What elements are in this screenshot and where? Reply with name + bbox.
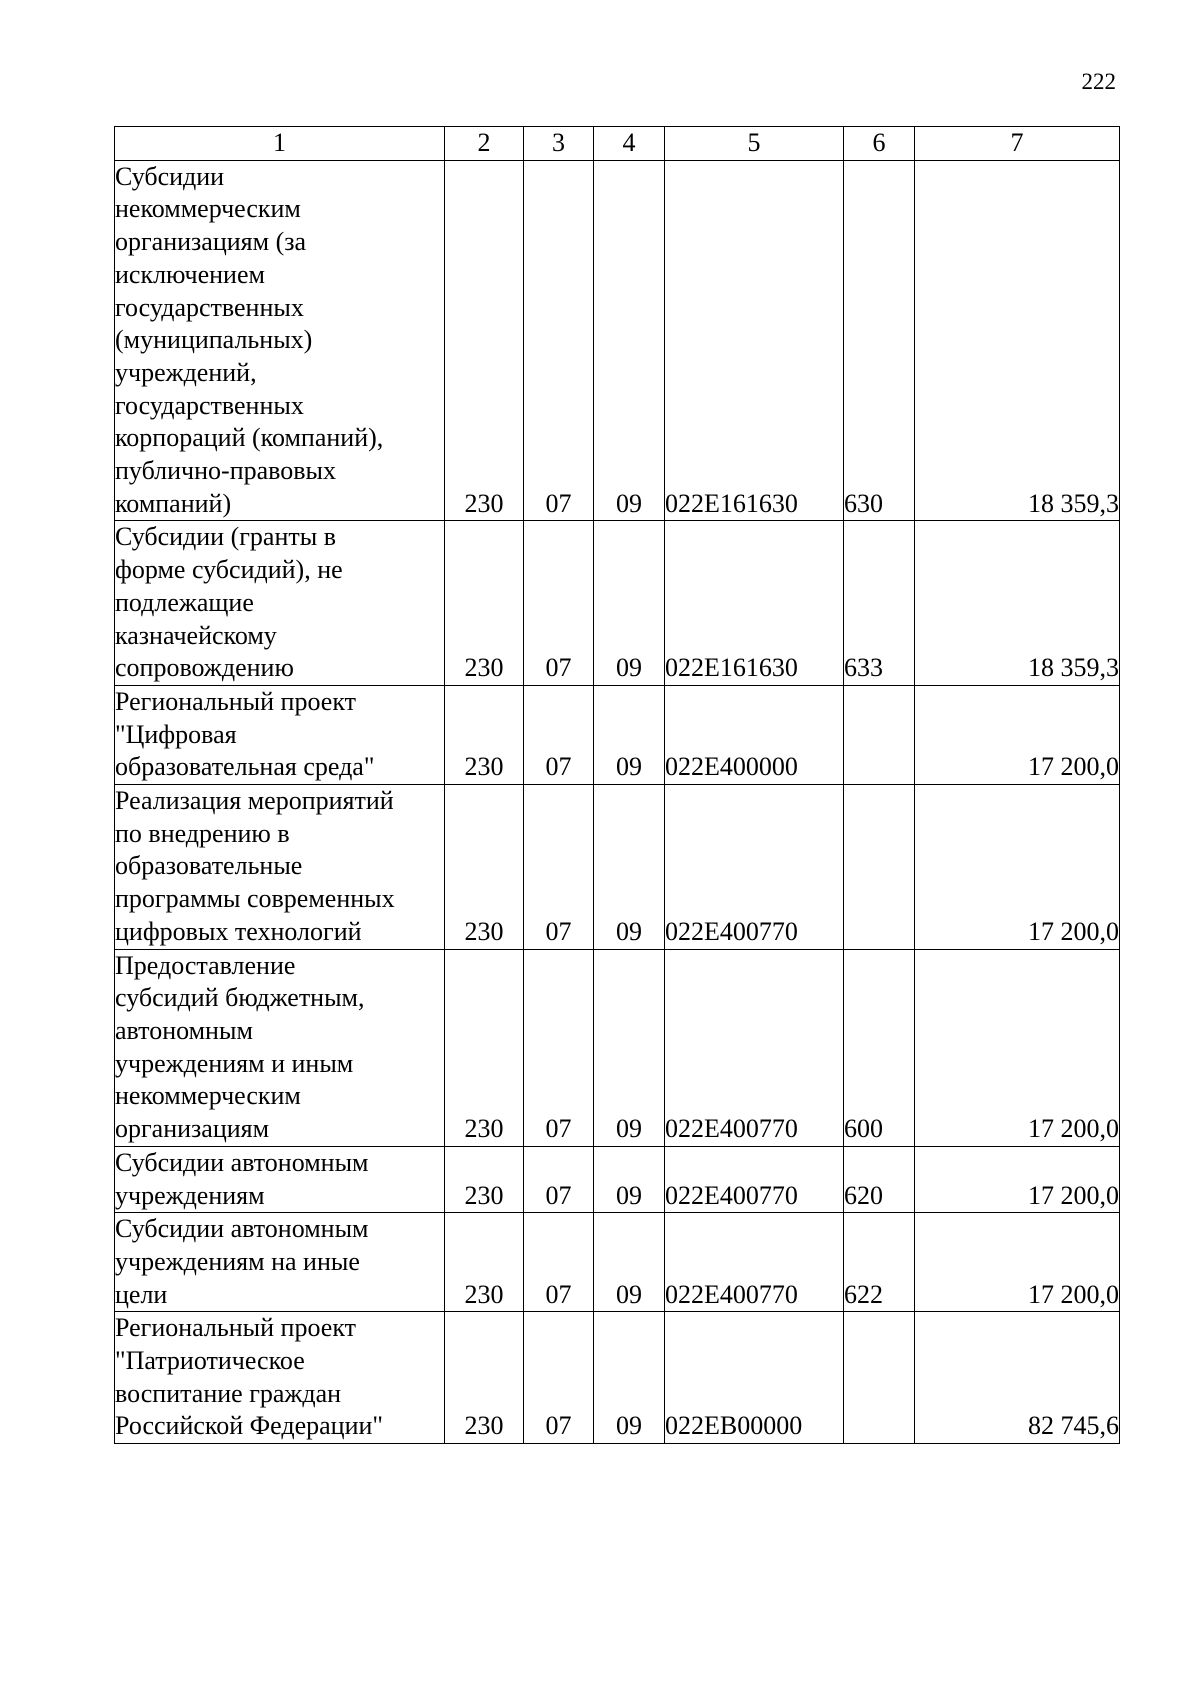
item-name-line: некоммерческим: [115, 194, 301, 224]
table-row: [115, 1213, 1120, 1312]
cell-column-4: 09: [594, 1213, 665, 1312]
column-header-1: 1: [115, 127, 445, 161]
cell-amount: 17 200,0: [915, 785, 1120, 950]
cell-amount: 17 200,0: [915, 1213, 1120, 1312]
cell-column-4: 09: [594, 160, 665, 521]
cell-item-name: [115, 521, 445, 686]
header-row: [115, 127, 1120, 161]
cell-item-name: [115, 1213, 445, 1312]
cell-target-code: 022EB00000: [665, 1312, 844, 1444]
item-name-line: Региональный проект: [115, 1313, 356, 1343]
cell-column-4: 09: [594, 1312, 665, 1444]
table-row: [115, 160, 1120, 521]
item-name-line: Субсидии автономным: [115, 1147, 369, 1177]
item-name-line: казначейскому: [115, 620, 277, 650]
item-name-line: сопровождению: [115, 653, 294, 683]
page-number: 222: [1081, 69, 1116, 94]
item-name-line: цели: [115, 1279, 168, 1309]
item-name-line: воспитание граждан: [115, 1378, 342, 1408]
column-header-3: 3: [524, 127, 594, 161]
cell-amount: 17 200,0: [915, 1146, 1120, 1212]
item-name-line: организациям (за: [115, 227, 307, 257]
table-row: [115, 521, 1120, 686]
item-name-line: подлежащие: [115, 587, 254, 617]
cell-column-2: 230: [445, 521, 524, 686]
item-name-line: программы современных: [115, 884, 395, 914]
cell-column-3: 07: [524, 1146, 594, 1212]
cell-amount: 82 745,6: [915, 1312, 1120, 1444]
cell-column-3: 07: [524, 685, 594, 784]
cell-column-2: 230: [445, 949, 524, 1146]
cell-amount: 17 200,0: [915, 949, 1120, 1146]
cell-target-code: 022E161630: [665, 160, 844, 521]
item-name-line: (муниципальных): [115, 325, 313, 355]
item-name-line: исключением: [115, 259, 265, 289]
item-name-line: Субсидии автономным: [115, 1214, 369, 1244]
cell-expense-type: 633: [844, 521, 915, 686]
item-name-line: государственных: [115, 390, 304, 420]
cell-target-code: 022E161630: [665, 521, 844, 686]
cell-column-3: 07: [524, 1213, 594, 1312]
cell-target-code: 022E400000: [665, 685, 844, 784]
cell-column-3: 07: [524, 785, 594, 950]
cell-target-code: 022E400770: [665, 1146, 844, 1212]
item-name-line: Предоставление: [115, 950, 296, 980]
cell-column-3: 07: [524, 521, 594, 686]
item-name-line: "Цифровая: [115, 719, 237, 749]
cell-amount: 17 200,0: [915, 685, 1120, 784]
cell-item-name: [115, 785, 445, 950]
cell-target-code: 022E400770: [665, 1213, 844, 1312]
cell-item-name: [115, 685, 445, 784]
item-name-line: учреждениям и иным: [115, 1048, 354, 1078]
item-name-line: Субсидии: [115, 161, 225, 191]
item-name-line: автономным: [115, 1015, 253, 1045]
cell-expense-type: [844, 1312, 915, 1444]
item-name-line: Региональный проект: [115, 686, 356, 716]
item-name-line: учреждениям: [115, 1180, 265, 1210]
cell-expense-type: [844, 685, 915, 784]
cell-expense-type: 630: [844, 160, 915, 521]
cell-column-3: 07: [524, 1312, 594, 1444]
item-name-line: Реализация мероприятий: [115, 786, 394, 816]
column-header-4: 4: [594, 127, 665, 161]
item-name-line: "Патриотическое: [115, 1346, 305, 1376]
cell-column-2: 230: [445, 1213, 524, 1312]
cell-column-2: 230: [445, 160, 524, 521]
column-header-6: 6: [844, 127, 915, 161]
item-name-line: Субсидии (гранты в: [115, 522, 336, 552]
cell-column-2: 230: [445, 785, 524, 950]
cell-column-4: 09: [594, 785, 665, 950]
cell-expense-type: 622: [844, 1213, 915, 1312]
cell-expense-type: 620: [844, 1146, 915, 1212]
column-header-5: 5: [665, 127, 844, 161]
table-row: [115, 949, 1120, 1146]
item-name-line: образовательная среда": [115, 752, 375, 782]
cell-column-4: 09: [594, 521, 665, 686]
item-name-line: учреждениям на иные: [115, 1246, 360, 1276]
item-name-line: Российской Федерации": [115, 1411, 384, 1441]
budget-table: [114, 126, 1120, 1444]
column-header-7: 7: [915, 127, 1120, 161]
table-row: [115, 1146, 1120, 1212]
cell-item-name: [115, 1312, 445, 1444]
cell-target-code: 022E400770: [665, 949, 844, 1146]
table-row: [115, 1312, 1120, 1444]
column-header-2: 2: [445, 127, 524, 161]
cell-column-2: 230: [445, 1312, 524, 1444]
cell-expense-type: [844, 785, 915, 950]
item-name-line: образовательные: [115, 851, 303, 881]
item-name-line: публично-правовых: [115, 456, 336, 486]
cell-column-4: 09: [594, 685, 665, 784]
item-name-line: корпораций (компаний),: [115, 423, 384, 453]
item-name-line: цифровых технологий: [115, 916, 362, 946]
cell-amount: 18 359,3: [915, 160, 1120, 521]
cell-item-name: [115, 949, 445, 1146]
item-name-line: компаний): [115, 488, 232, 518]
item-name-line: некоммерческим: [115, 1081, 301, 1111]
cell-item-name: [115, 1146, 445, 1212]
table-row: [115, 685, 1120, 784]
item-name-line: государственных: [115, 292, 304, 322]
cell-column-3: 07: [524, 949, 594, 1146]
item-name-line: субсидий бюджетным,: [115, 983, 365, 1013]
item-name-line: организациям: [115, 1114, 270, 1144]
cell-column-2: 230: [445, 685, 524, 784]
item-name-line: учреждений,: [115, 357, 257, 387]
table-body: [115, 160, 1120, 1443]
cell-column-2: 230: [445, 1146, 524, 1212]
cell-expense-type: 600: [844, 949, 915, 1146]
item-name-line: по внедрению в: [115, 818, 290, 848]
cell-target-code: 022E400770: [665, 785, 844, 950]
cell-column-4: 09: [594, 949, 665, 1146]
cell-item-name: [115, 160, 445, 521]
cell-amount: 18 359,3: [915, 521, 1120, 686]
item-name-line: форме субсидий), не: [115, 555, 343, 585]
cell-column-4: 09: [594, 1146, 665, 1212]
cell-column-3: 07: [524, 160, 594, 521]
table-row: [115, 785, 1120, 950]
